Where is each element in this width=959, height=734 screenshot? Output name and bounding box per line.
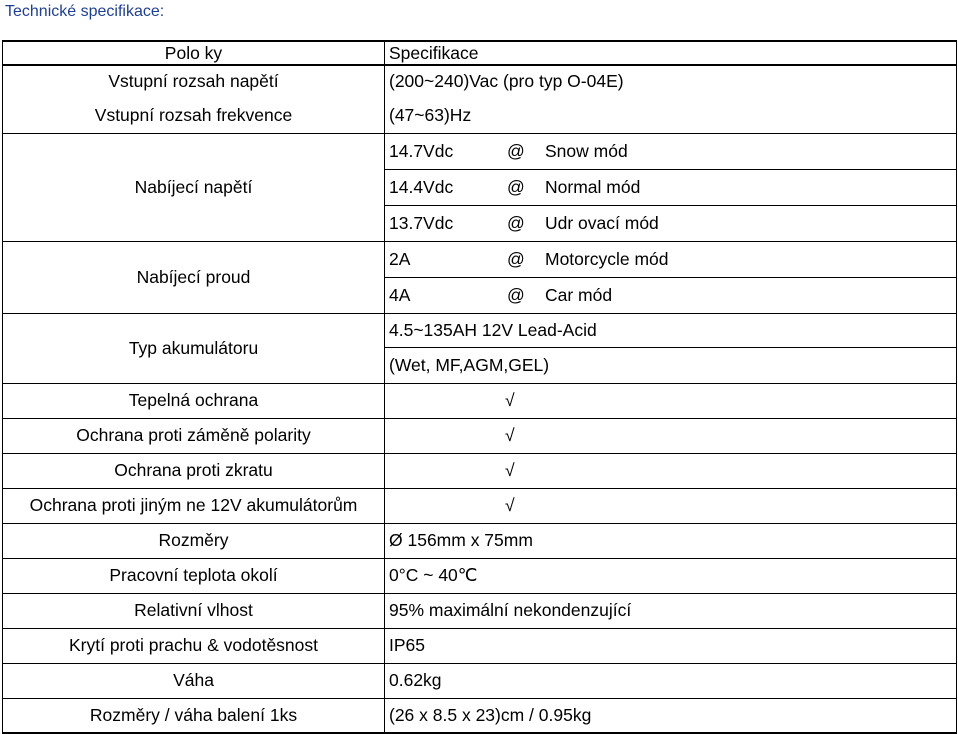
value: 13.7Vdc bbox=[389, 212, 454, 233]
spec-line: 4.5~135AH 12V Lead-Acid bbox=[385, 313, 957, 347]
checkmark-icon: √ bbox=[385, 453, 957, 488]
table-row bbox=[3, 97, 957, 133]
table-row bbox=[3, 628, 957, 663]
row-label: Typ akumulátoru bbox=[3, 313, 385, 383]
row-value: (26 x 8.5 x 23)cm / 0.95kg bbox=[385, 698, 957, 733]
row-label: Ochrana proti jiným ne 12V akumulátorům bbox=[3, 488, 385, 523]
mode: Snow mód bbox=[545, 140, 628, 161]
table-row bbox=[3, 593, 957, 628]
row-value: 0°C ~ 40℃ bbox=[385, 558, 957, 593]
row-label: Nabíjecí napětí bbox=[3, 133, 385, 241]
checkmark-icon: √ bbox=[385, 488, 957, 523]
table-row bbox=[3, 65, 957, 97]
row-label: Rozměry bbox=[3, 523, 385, 558]
row-value: (47~63)Hz bbox=[385, 97, 957, 133]
table-row bbox=[3, 698, 957, 733]
row-label: Ochrana proti záměně polarity bbox=[3, 418, 385, 453]
row-value: Ø 156mm x 75mm bbox=[385, 523, 957, 558]
value: 14.4Vdc bbox=[389, 176, 454, 197]
at-sign: @ bbox=[507, 248, 525, 269]
table-row bbox=[3, 383, 957, 418]
mode: Normal mód bbox=[545, 176, 641, 197]
at-sign: @ bbox=[507, 284, 525, 305]
table-header-row bbox=[3, 41, 957, 65]
row-label: Pracovní teplota okolí bbox=[3, 558, 385, 593]
row-value: (200~240)Vac (pro typ O-04E) bbox=[385, 65, 957, 97]
spec-line bbox=[385, 241, 957, 277]
checkmark-icon: √ bbox=[385, 418, 957, 453]
table-row bbox=[3, 523, 957, 558]
value: 4A bbox=[389, 284, 411, 305]
at-sign: @ bbox=[507, 140, 525, 161]
table-row bbox=[3, 488, 957, 523]
row-label: Nabíjecí proud bbox=[3, 241, 385, 313]
mode: Motorcycle mód bbox=[545, 248, 669, 269]
row-label: Ochrana proti zkratu bbox=[3, 453, 385, 488]
spec-line: (Wet, MF,AGM,GEL) bbox=[385, 347, 957, 383]
row-label: Relativní vlhost bbox=[3, 593, 385, 628]
mode: Udr ovací mód bbox=[545, 212, 659, 233]
value: 2A bbox=[389, 248, 411, 269]
table-row bbox=[3, 663, 957, 698]
table-row bbox=[3, 418, 957, 453]
table-row bbox=[3, 558, 957, 593]
row-label: Tepelná ochrana bbox=[3, 383, 385, 418]
at-sign: @ bbox=[507, 176, 525, 197]
section-heading: Technické specifikace: bbox=[5, 3, 165, 20]
column-header-item: Polo ky bbox=[3, 41, 385, 65]
at-sign: @ bbox=[507, 212, 525, 233]
spec-line bbox=[385, 205, 957, 241]
row-value: 0.62kg bbox=[385, 663, 957, 698]
row-label: Krytí proti prachu & vodotěsnost bbox=[3, 628, 385, 663]
value: 14.7Vdc bbox=[389, 140, 454, 161]
table-row bbox=[3, 133, 957, 169]
row-label: Vstupní rozsah frekvence bbox=[3, 97, 385, 133]
mode: Car mód bbox=[545, 284, 613, 305]
table-row bbox=[3, 453, 957, 488]
row-value: IP65 bbox=[385, 628, 957, 663]
checkmark-icon: √ bbox=[385, 383, 957, 418]
spec-line bbox=[385, 277, 957, 313]
spec-line bbox=[385, 133, 957, 169]
spec-line bbox=[385, 169, 957, 205]
table-row bbox=[3, 241, 957, 277]
spec-table bbox=[2, 40, 957, 734]
column-header-spec: Specifikace bbox=[385, 41, 957, 65]
row-label: Váha bbox=[3, 663, 385, 698]
row-label: Rozměry / váha balení 1ks bbox=[3, 698, 385, 733]
row-label: Vstupní rozsah napětí bbox=[3, 65, 385, 97]
table-row bbox=[3, 313, 957, 347]
row-value: 95% maximální nekondenzující bbox=[385, 593, 957, 628]
